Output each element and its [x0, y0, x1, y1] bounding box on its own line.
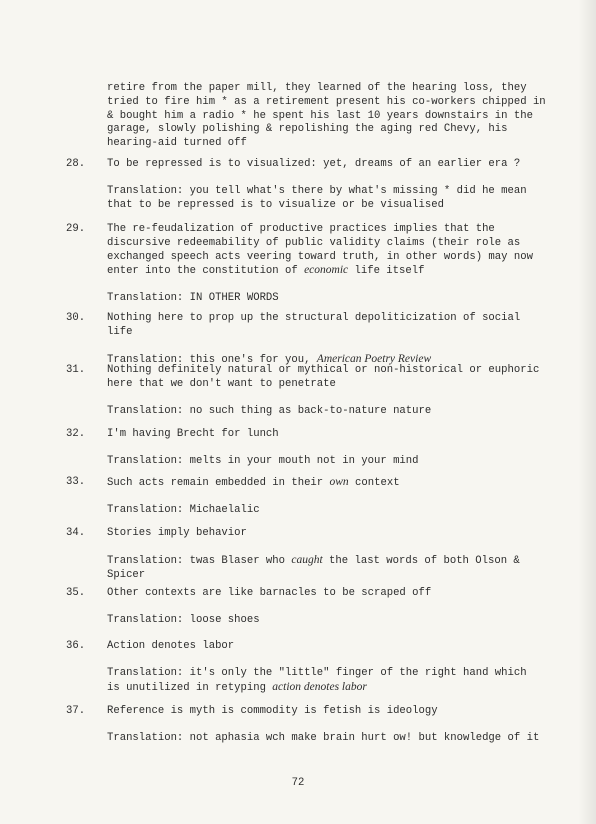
entry-text: The re-feudalization of productive practices implies that the — [107, 223, 495, 235]
entry-text: Reference is myth is commodity is fetish is ideology — [107, 705, 438, 717]
entry-text: I'm having Brecht for lunch — [107, 428, 279, 440]
page-number: 72 — [291, 777, 305, 789]
entry-text: To be repressed is to visualized: yet, dreams of an earlier era ? — [107, 158, 521, 170]
text-line: garage, slowly polishing & repolishing the aging red Chevy, his — [107, 123, 508, 136]
text-run: Such acts remain embedded in their — [107, 477, 330, 489]
translation-text: Translation: not aphasia wch make brain hurt ow! but knowledge of it — [107, 731, 540, 744]
entry-text: Nothing here to prop up the structural depoliticization of social life — [107, 312, 521, 338]
italic-run: American Poetry Review — [316, 352, 432, 365]
translation-text — [107, 554, 547, 569]
text-line: hearing-aid turned off — [107, 137, 247, 150]
continued-paragraph — [107, 82, 547, 151]
entry-number: 28. — [66, 158, 86, 170]
translation-text: Translation: melts in your mouth not in your mind — [107, 454, 419, 467]
entry-text: here that we don't want to penetrate — [107, 377, 336, 390]
text-run: context — [348, 477, 400, 489]
text-run: is unutilized in retyping — [107, 681, 273, 694]
translation-text: Translation: IN OTHER WORDS — [107, 292, 279, 305]
italic-run: economic — [304, 264, 349, 277]
italic-run: action denotes labor — [272, 680, 367, 693]
text-line: tried to fire him * as a retirement present his co-workers chipped in — [107, 95, 546, 108]
entry-text: exchanged speech acts veering toward truth, in other words) may now — [107, 250, 533, 263]
translation-text — [107, 681, 547, 696]
translation-text: Translation: you tell what's there by what's missing * did he mean — [107, 184, 527, 197]
text-run: enter into the constitution of — [107, 265, 305, 278]
text-run: life itself — [348, 265, 425, 278]
entry-number: 35. — [66, 587, 86, 599]
entry-number: 37. — [66, 705, 86, 717]
translation-text: Translation: loose shoes — [107, 613, 260, 626]
entry-number: 29. — [66, 223, 86, 235]
text-run: the last words of both Olson & — [322, 554, 520, 567]
translation-text: Translation: no such thing as back-to-nature nature — [107, 404, 432, 417]
entry-number: 30. — [66, 312, 86, 324]
entry-number: 34. — [66, 527, 86, 539]
text-run: Translation: this one's for you, — [107, 353, 317, 366]
translation-text: Translation: it's only the "little" finger of the right hand which — [107, 666, 527, 679]
translation-text: that to be repressed is to visualize or be visualised — [107, 198, 444, 211]
entry-text: Nothing definitely natural or mythical or non-historical or euphoric — [107, 364, 540, 376]
entry-number: 31. — [66, 364, 86, 376]
translation-text: Spicer — [107, 568, 146, 581]
entry-text: discursive redeemability of public validity claims (their role as — [107, 236, 521, 249]
entry-number: 32. — [66, 428, 86, 440]
entry-text: Other contexts are like barnacles to be scraped off — [107, 587, 432, 599]
italic-run: caught — [291, 553, 323, 566]
entry-number: 36. — [66, 640, 86, 652]
translation-text: Translation: Michaelalic — [107, 503, 260, 516]
italic-run: own — [329, 476, 349, 488]
entry-text — [107, 476, 547, 491]
entry-text: Action denotes labor — [107, 640, 235, 652]
entry-text: Stories imply behavior — [107, 527, 247, 539]
text-line: & bought him a radio * he spent his last 10 years downstairs in the — [107, 109, 533, 122]
entry-text — [107, 264, 547, 279]
entry-number: 33. — [66, 476, 86, 488]
text-line: retire from the paper mill, they learned of the hearing loss, they — [107, 82, 527, 94]
text-run: Translation: twas Blaser who — [107, 554, 292, 567]
